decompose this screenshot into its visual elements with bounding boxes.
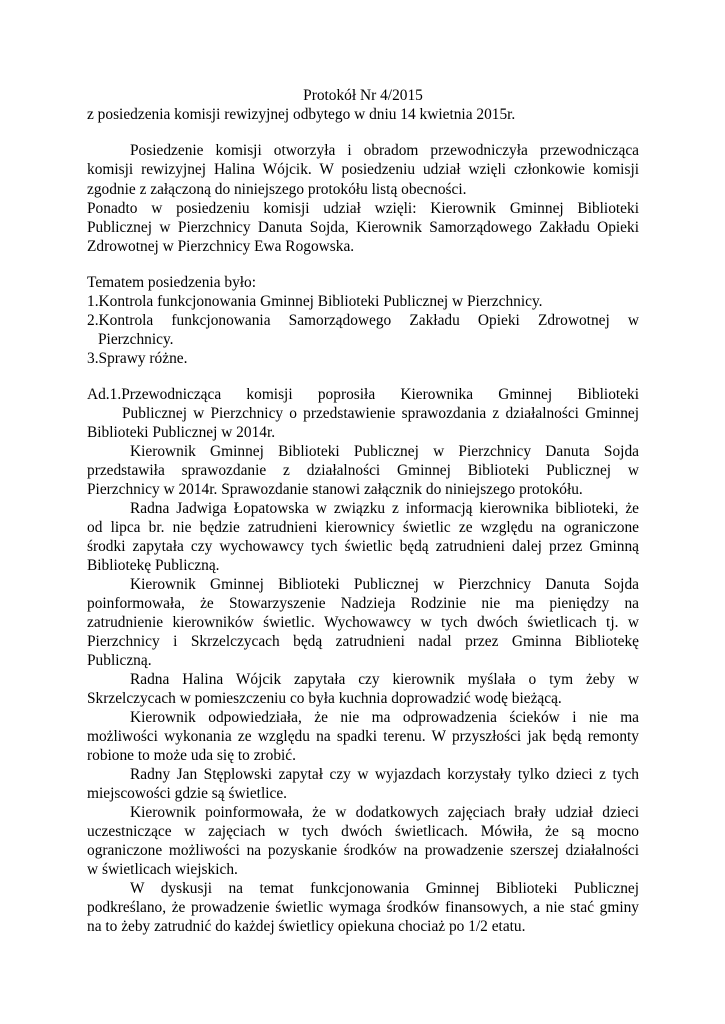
body-line: uczestniczące w zajęciach w tych dwóch świetlicach. Mówiła, że są mocno	[87, 823, 639, 840]
intro-line: zgodnie z załączoną do niniejszego protokółu listą obecności.	[87, 181, 467, 198]
document-title: Protokół Nr 4/2015	[303, 87, 423, 104]
body-line: Skrzelczycach w pomieszczeniu co była kuchnia doprowadzić wodę bieżącą.	[87, 690, 562, 707]
body-line: możliwości wykonania ze względu na spadki terenu. W przyszłości jak będą remonty	[87, 728, 639, 745]
body-line: przedstawiła sprawozdanie z działalności Gminnej Biblioteki Publicznej w	[87, 462, 639, 479]
intro-line: Zdrowotnej w Pierzchnicy Ewa Rogowska.	[87, 238, 355, 255]
body-line: od lipca br. nie będzie zatrudnieni kierownicy świetlic ze względu na ograniczone	[87, 519, 639, 536]
body-line: Kierownik Gminnej Biblioteki Publicznej w Pierzchnicy Danuta Sojda	[130, 443, 639, 460]
document-subtitle: z posiedzenia komisji rewizyjnej odbytego w dniu 14 kwietnia 2015r.	[87, 106, 516, 123]
agenda-item: 1.Kontrola funkcjonowania Gminnej Biblioteki Publicznej w Pierzchnicy.	[87, 293, 543, 310]
body-line: miejscowości gdzie są świetlice.	[87, 785, 288, 802]
body-line: zatrudnienie kierowników świetlic. Wychowawcy w tych dwóch świetlicach tj. w	[87, 614, 639, 631]
body-line: robione to może uda się to zrobić.	[87, 747, 296, 764]
agenda-item-continuation: Pierzchnicy.	[98, 331, 174, 348]
body-line: podkreślano, że prowadzenie świetlic wymaga środków finansowych, a nie stać gminy	[87, 899, 639, 916]
agenda-item: 2.Kontrola funkcjonowania Samorządowego Zakładu Opieki Zdrowotnej w	[87, 312, 639, 329]
body-line: środki zapytała czy wychowawcy tych świetlic będą zatrudnieni dalej przez Gminną	[87, 538, 639, 555]
body-line: Kierownik poinformowała, że w dodatkowych zajęciach brały udział dzieci	[130, 804, 639, 821]
intro-line: Publicznej w Pierzchnicy Danuta Sojda, Kierownik Samorządowego Zakładu Opieki	[87, 219, 639, 236]
body-line: Radna Halina Wójcik zapytała czy kierownik myślała o tym żeby w	[130, 671, 639, 688]
body-line: Publicznej w Pierzchnicy o przedstawienie sprawozdania z działalności Gminnej	[122, 405, 639, 422]
body-line: Pierzchnicy w 2014r. Sprawozdanie stanowi załącznik do niniejszego protokółu.	[87, 481, 583, 498]
agenda-item: 3.Sprawy różne.	[87, 350, 188, 367]
body-line: Bibliotekę Publiczną.	[87, 557, 220, 574]
body-line: Kierownik Gminnej Biblioteki Publicznej w Pierzchnicy Danuta Sojda	[130, 576, 639, 593]
body-line: W dyskusji na temat funkcjonowania Gminnej Biblioteki Publicznej	[130, 880, 639, 897]
body-line: na to żeby zatrudnić do każdej świetlicy opiekuna chociaż po 1/2 etatu.	[87, 918, 526, 935]
body-line: Kierownik odpowiedziała, że nie ma odprowadzenia ścieków i nie ma	[130, 709, 639, 726]
intro-line: Ponadto w posiedzeniu komisji udział wzięli: Kierownik Gminnej Biblioteki	[87, 200, 639, 217]
body-line: poinformowała, że Stowarzyszenie Nadzieja Rodzinie nie ma pieniędzy na	[87, 595, 639, 612]
body-line: Ad.1.Przewodnicząca komisji poprosiła Kierownika Gminnej Biblioteki	[87, 386, 639, 403]
body-line: Radny Jan Stęplowski zapytał czy w wyjazdach korzystały tylko dzieci z tych	[130, 766, 639, 783]
body-line: Pierzchnicy i Skrzelczycach będą zatrudnieni nadal przez Gminna Bibliotekę	[87, 633, 639, 650]
intro-line: komisji rewizyjnej Halina Wójcik. W posiedzeniu udział wzięli członkowie komisji	[87, 161, 639, 178]
agenda-heading: Tematem posiedzenia było:	[87, 274, 257, 291]
body-line: ograniczone możliwości na pozyskanie środków na prowadzenie szerszej działalności	[87, 842, 639, 859]
body-line: Biblioteki Publicznej w 2014r.	[87, 424, 276, 441]
body-line: Radna Jadwiga Łopatowska w związku z informacją kierownika biblioteki, że	[130, 500, 639, 517]
body-line: w świetlicach wiejskich.	[87, 861, 238, 878]
body-line: Publiczną.	[87, 652, 152, 669]
intro-line: Posiedzenie komisji otworzyła i obradom przewodniczyła przewodnicząca	[130, 142, 639, 159]
